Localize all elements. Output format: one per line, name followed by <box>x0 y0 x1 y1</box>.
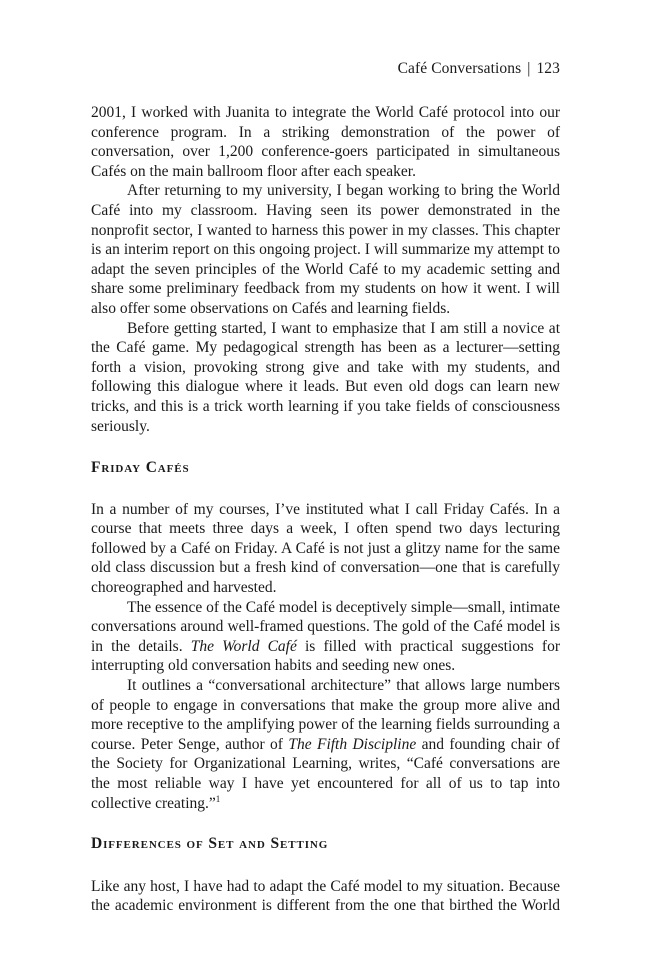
paragraph: In a number of my courses, I’ve instituted what I call Friday Cafés. In a course that meets three days a week, I often spend two days lecturing followed by a Café on Friday. A Café is not just a glitzy name for the same old class discussion but a fresh kind of conversation—one that is carefully choreographed and harvested. <box>91 500 560 597</box>
running-head <box>398 60 560 78</box>
body-text <box>91 103 560 916</box>
page-number: 123 <box>536 60 560 77</box>
paragraph: 2001, I worked with Juanita to integrate the World Café protocol into our conference program. In a striking demonstration of the power of conversation, over 1,200 conference-goers participated in simultaneous Cafés on the main ballroom floor after each speaker. <box>91 104 560 180</box>
paragraph <box>91 676 560 813</box>
book-title: The Fifth Discipline <box>288 735 417 753</box>
paragraph <box>91 598 560 676</box>
chapter-title: Café Conversations <box>397 60 522 77</box>
paragraph-text: is filled with practical suggestions for interrupting old conversation habits and seeding new ones. <box>91 637 561 675</box>
book-title: The World Café <box>190 637 297 655</box>
header-separator: | <box>527 60 531 77</box>
paragraph-text: The essence of the Café model is deceptively simple—small, intimate conversations around well-framed questions. The gold of the Café model is in the details. <box>91 598 561 655</box>
footnote-marker: 1 <box>215 793 221 804</box>
paragraph: Before getting started, I want to emphasize that I am still a novice at the Café game. My pedagogical strength has been as a lecturer—setting forth a vision, provoking strong give and take with my students, and following this dialogue where it leads. But even old dogs can learn new tricks, and this is a trick worth learning if you take fields of consciousness seriously. <box>91 319 560 435</box>
paragraph-text: It outlines a “conversational architecture” that allows large numbers of people to engage in conversations that make the group more alive and more receptive to the amplifying power of the learning fields surrounding a course. Peter Senge, author of <box>91 677 560 753</box>
paragraph: Like any host, I have had to adapt the Café model to my situation. Because the academic environment is different from the one that birthed the World <box>91 877 560 915</box>
paragraph: After returning to my university, I began working to bring the World Café into my classroom. Having seen its power demonstrated in the nonprofit sector, I wanted to harness this power in my classes. This chapter is an interim report on this ongoing project. I will summarize my attempt to adapt the seven principles of the World Café to my academic setting and share some preliminary feedback from my students on how it went. I will also offer some observations on Cafés and learning fields. <box>91 182 560 317</box>
paragraph-text: and founding chair of the Society for Organizational Learning, writes, “Café conversations are the most reliable way I have yet encountered for all of us to tap into collective creating.” <box>91 735 560 812</box>
section-heading: Differences of Set and Setting <box>91 835 329 853</box>
section-heading: Friday Cafés <box>91 459 190 477</box>
